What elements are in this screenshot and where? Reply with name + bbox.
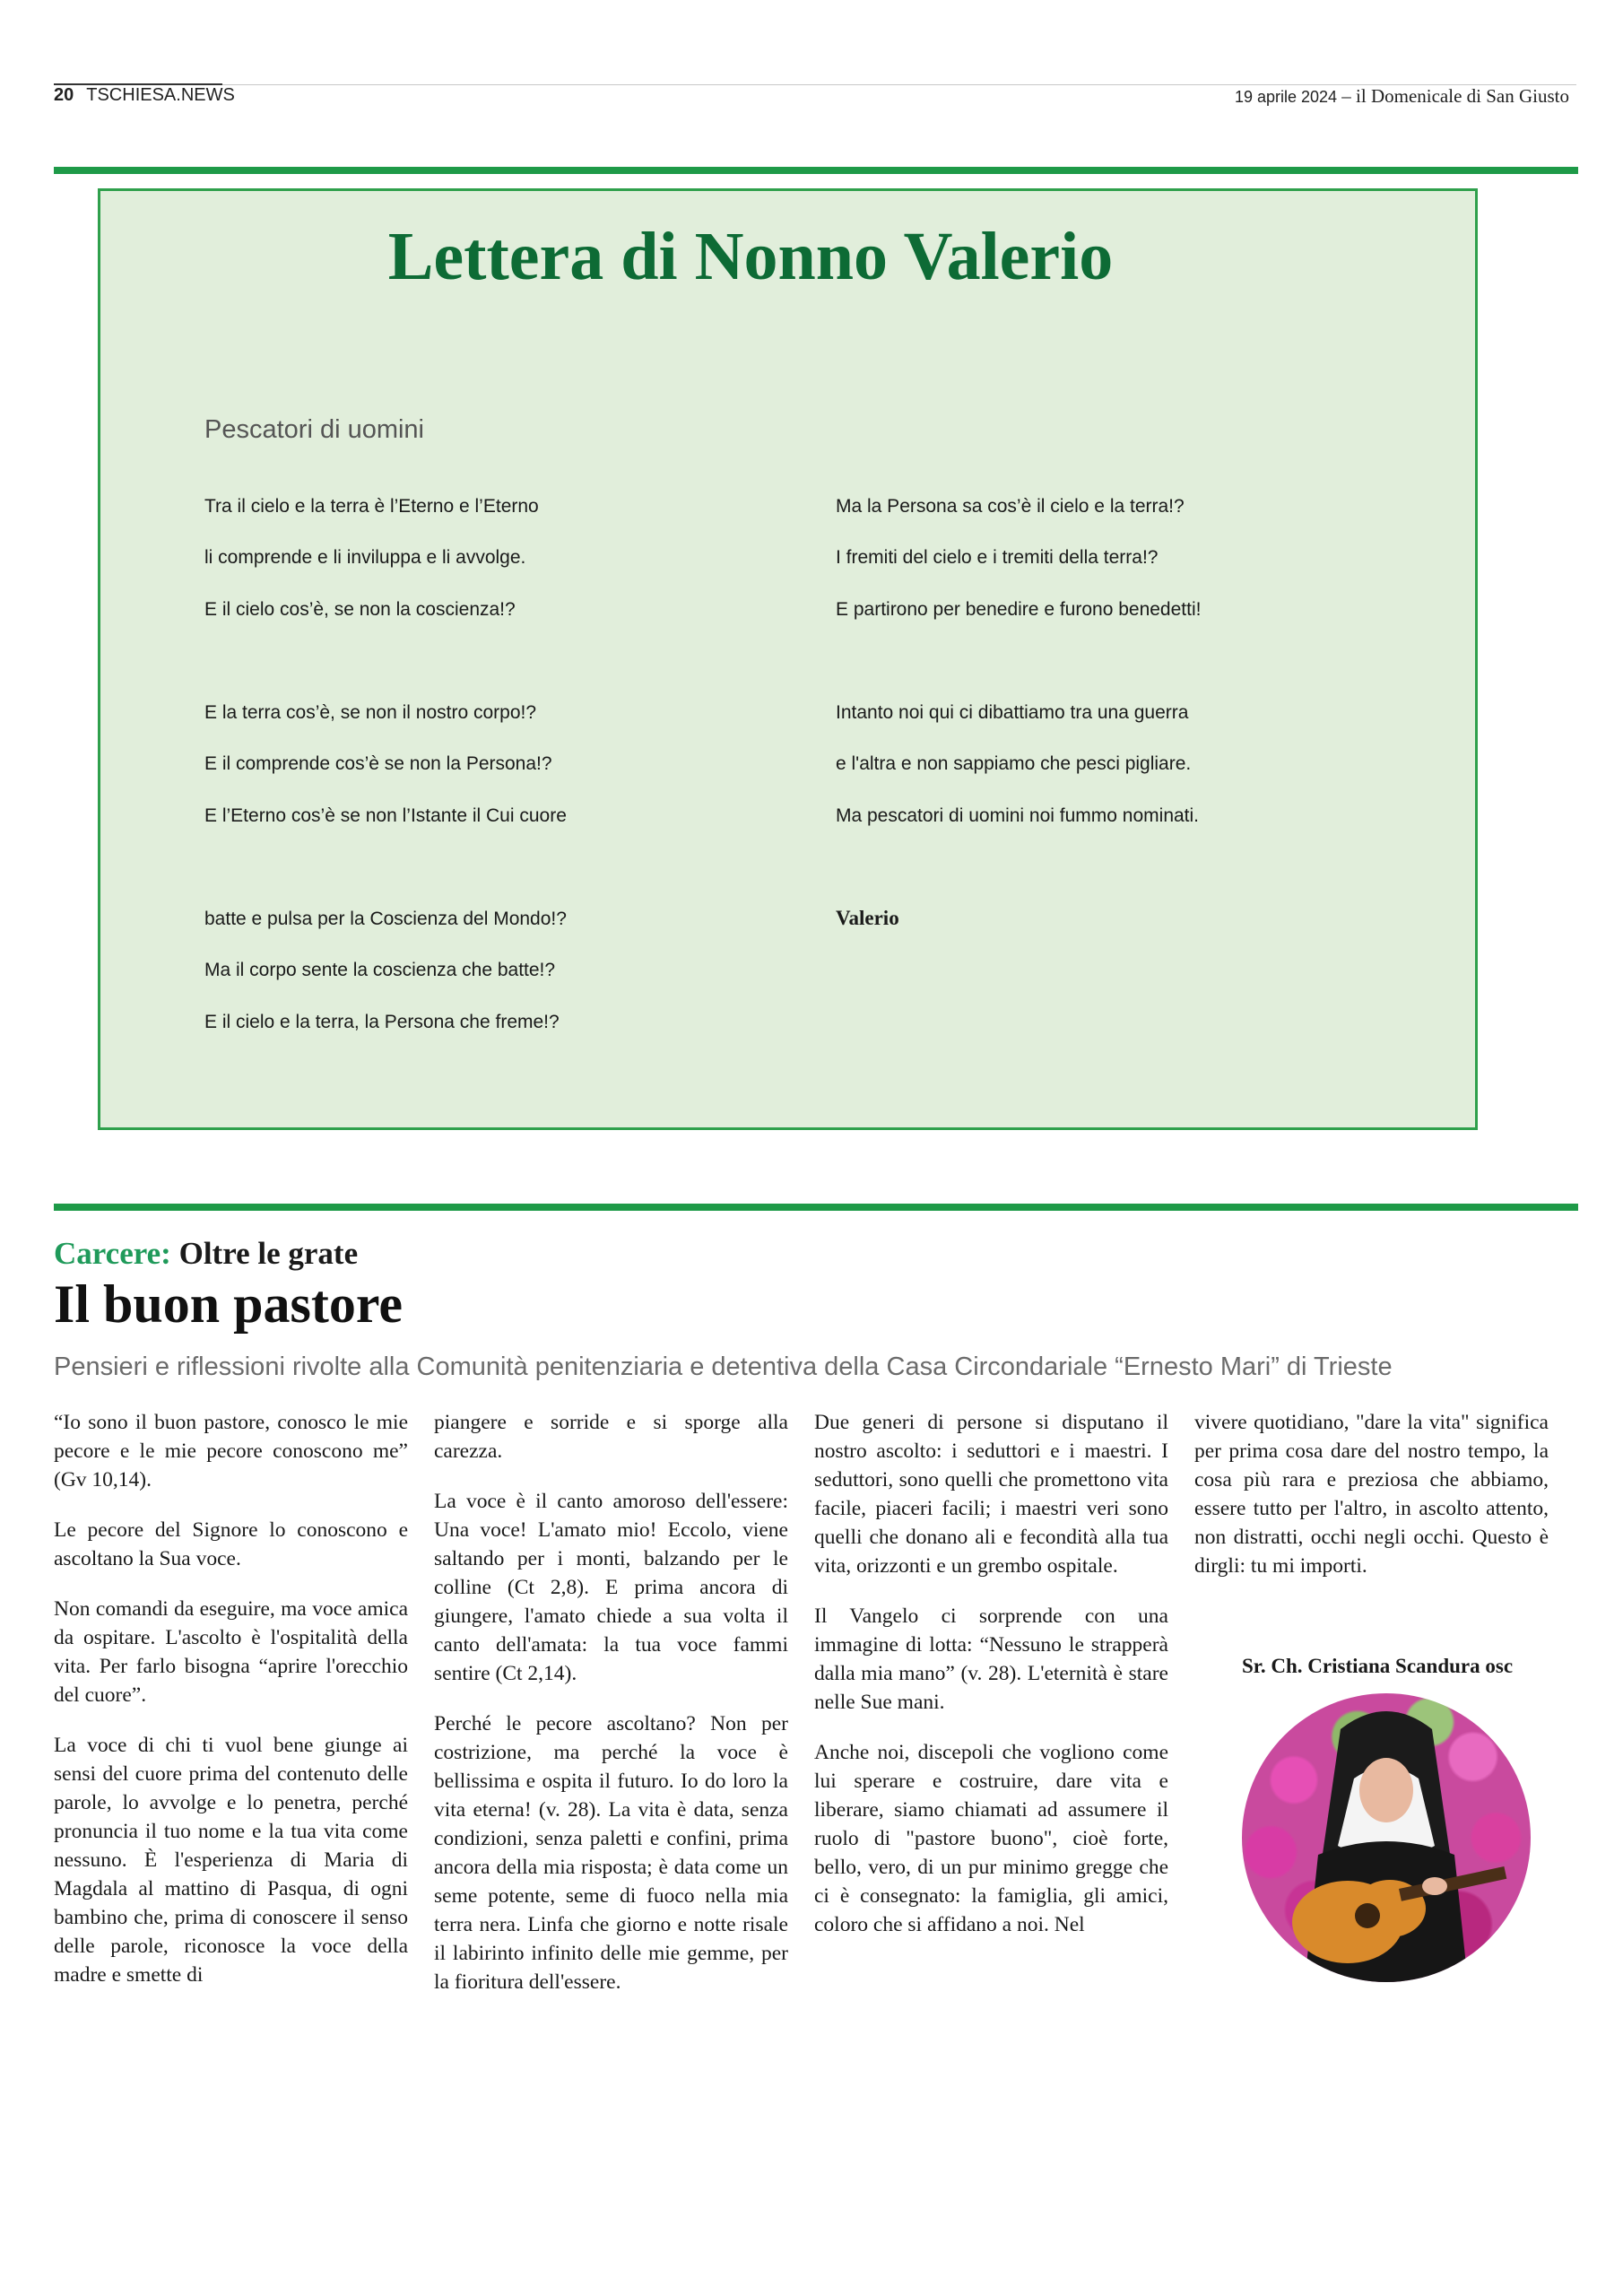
paragraph: “Io sono il buon pastore, conosco le mie pecore e le mie pecore conoscono me” (Gv 10,14). <box>54 1411 408 1492</box>
kicker-text: Oltre le grate <box>178 1236 359 1271</box>
paragraph: Perché le pecore ascoltano? Non per costrizione, ma perché la voce è bellissima e ospita il futuro. Io do loro la vita eterna! (v. 28). La vita è data, senza condizioni, senza paletti e confini, prima ancora della mia risposta; è data come un seme potente, seme di fuoco nella mia terra nera. Linfa che giorno e notte risale il labirinto infinito delle mie gemme, per la fioritura dell'essere. <box>434 1712 788 1994</box>
author-photo <box>1242 1693 1531 1982</box>
page-number: 20 <box>54 85 74 105</box>
poem-line: Tra il cielo e la terra è l’Eterno e l’Eterno <box>204 496 539 517</box>
paragraph: piangere e sorride e si sporge alla carezza. <box>434 1411 788 1463</box>
paragraph: Due generi di persone si disputano il nostro ascolto: i seduttori e i maestri. I seduttori, sono quelli che promettono vita facile, piaceri facili; i maestri veri sono quelli che donano ali e fecondità alla tua vita, orizzonti e un grembo ospitale. <box>814 1411 1168 1578</box>
poem-line: Ma il corpo sente la coscienza che batte!? <box>204 960 556 980</box>
author-photo-illustration <box>1242 1693 1531 1982</box>
poem-line: Ma la Persona sa cos’è il cielo e la terra!? <box>836 496 1185 517</box>
poem-line: E il cielo e la terra, la Persona che freme!? <box>204 1012 560 1032</box>
poem-title: Pescatori di uomini <box>204 415 424 444</box>
header-right <box>1235 85 1569 108</box>
paragraph: Il Vangelo ci sorprende con una immagine di lotta: “Nessuno le strapperà dalla mia mano” (v. 28). L'eternità è stare nelle Sue mani. <box>814 1605 1168 1714</box>
header-separator: – <box>1341 85 1351 107</box>
article-deck: Pensieri e riflessioni rivolte alla Comunità penitenziaria e detentiva della Casa Circondariale “Ernesto Mari” di Trieste <box>54 1352 1393 1381</box>
letter-title: Lettera di Nonno Valerio <box>387 219 1114 294</box>
author-byline: Sr. Ch. Cristiana Scandura osc <box>1242 1655 1514 1677</box>
site-name: TSCHIESA.NEWS <box>86 85 235 105</box>
poem-line: E il comprende cos’è se non la Persona!? <box>204 753 552 774</box>
poem-line: Intanto noi qui ci dibattiamo tra una guerra <box>836 702 1189 723</box>
section-label: Carcere: <box>54 1236 171 1271</box>
publication-name: il Domenicale di San Giusto <box>1356 85 1569 107</box>
poem-line: E il cielo cos’è, se non la coscienza!? <box>204 599 516 620</box>
paragraph: La voce di chi ti vuol bene giunge ai sensi del cuore prima del contenuto delle parole, lo avvolge e lo penetra, perché pronuncia il tuo nome e la tua vita come nessuno. È l'esperienza di Maria di Magdala al mattino di Pasqua, di ogni bambino che, prima di conoscere il senso delle parole, riconosce la voce della madre e smette di <box>54 1734 408 1987</box>
poem-line: E partirono per benedire e furono benedetti! <box>836 599 1202 620</box>
poem-line: batte e pulsa per la Coscienza del Mondo!? <box>204 909 567 929</box>
issue-date: 19 aprile 2024 <box>1234 88 1338 106</box>
poem-line: Ma pescatori di uomini noi fummo nominati. <box>836 805 1200 826</box>
paragraph: Non comandi da eseguire, ma voce amica da ospitare. L'ascolto è l'ospitalità della vita. Per farlo bisogna “aprire l'orecchio del cuore”. <box>54 1597 408 1707</box>
poem-line: I fremiti del cielo e i tremiti della terra!? <box>836 547 1159 568</box>
poem-line: e l'altra e non sappiamo che pesci pigliare. <box>836 753 1192 774</box>
section-divider-bottom <box>54 1204 1578 1211</box>
paragraph: Anche noi, discepoli che vogliono come lui sperare e costruire, dare vita e liberare, siamo chiamati ad assumere il ruolo di "pastore buono", cioè forte, bello, vero, di un pur minimo gregge che ci è consegnato: la famiglia, gli amici, coloro che si affidano a noi. Nel <box>814 1741 1168 1936</box>
paragraph: La voce è il canto amoroso dell'essere: Una voce! L'amato mio! Eccolo, viene saltando per i monti, balzando per le colline (Ct 2,8). E prima ancora di giungere, l'amato chiede a sua volta il canto dell'amata: la tua voce fammi sentire (Ct 2,14). <box>434 1490 788 1685</box>
article-headline: Il buon pastore <box>54 1274 404 1334</box>
article-kicker <box>54 1236 358 1272</box>
poem-line: E la terra cos’è, se non il nostro corpo!? <box>204 702 537 723</box>
poem-line: li comprende e li inviluppa e li avvolge. <box>204 547 526 568</box>
letter-box <box>98 188 1478 1130</box>
poem-signature: Valerio <box>836 907 899 929</box>
poem-left-column <box>204 496 778 1052</box>
paragraph: vivere quotidiano, "dare la vita" significa per prima cosa dare del nostro tempo, la cosa più rara e preziosa che abbiamo, essere tutto per l'altro, in ascolto attento, non distratti, occhi negli occhi. Questo è dirgli: tu mi importi. <box>1194 1411 1549 1578</box>
article-column-3 <box>814 1408 1168 1961</box>
section-divider-top <box>54 167 1578 174</box>
poem-right-column <box>836 496 1410 1052</box>
article-column-1 <box>54 1408 408 2011</box>
poem-line: E l’Eterno cos’è se non l’Istante il Cui cuore <box>204 805 567 826</box>
article-column-4 <box>1194 1408 1549 1602</box>
article-column-2 <box>434 1408 788 2018</box>
header-left <box>54 85 235 106</box>
paragraph: Le pecore del Signore lo conoscono e ascoltano la Sua voce. <box>54 1518 408 1570</box>
